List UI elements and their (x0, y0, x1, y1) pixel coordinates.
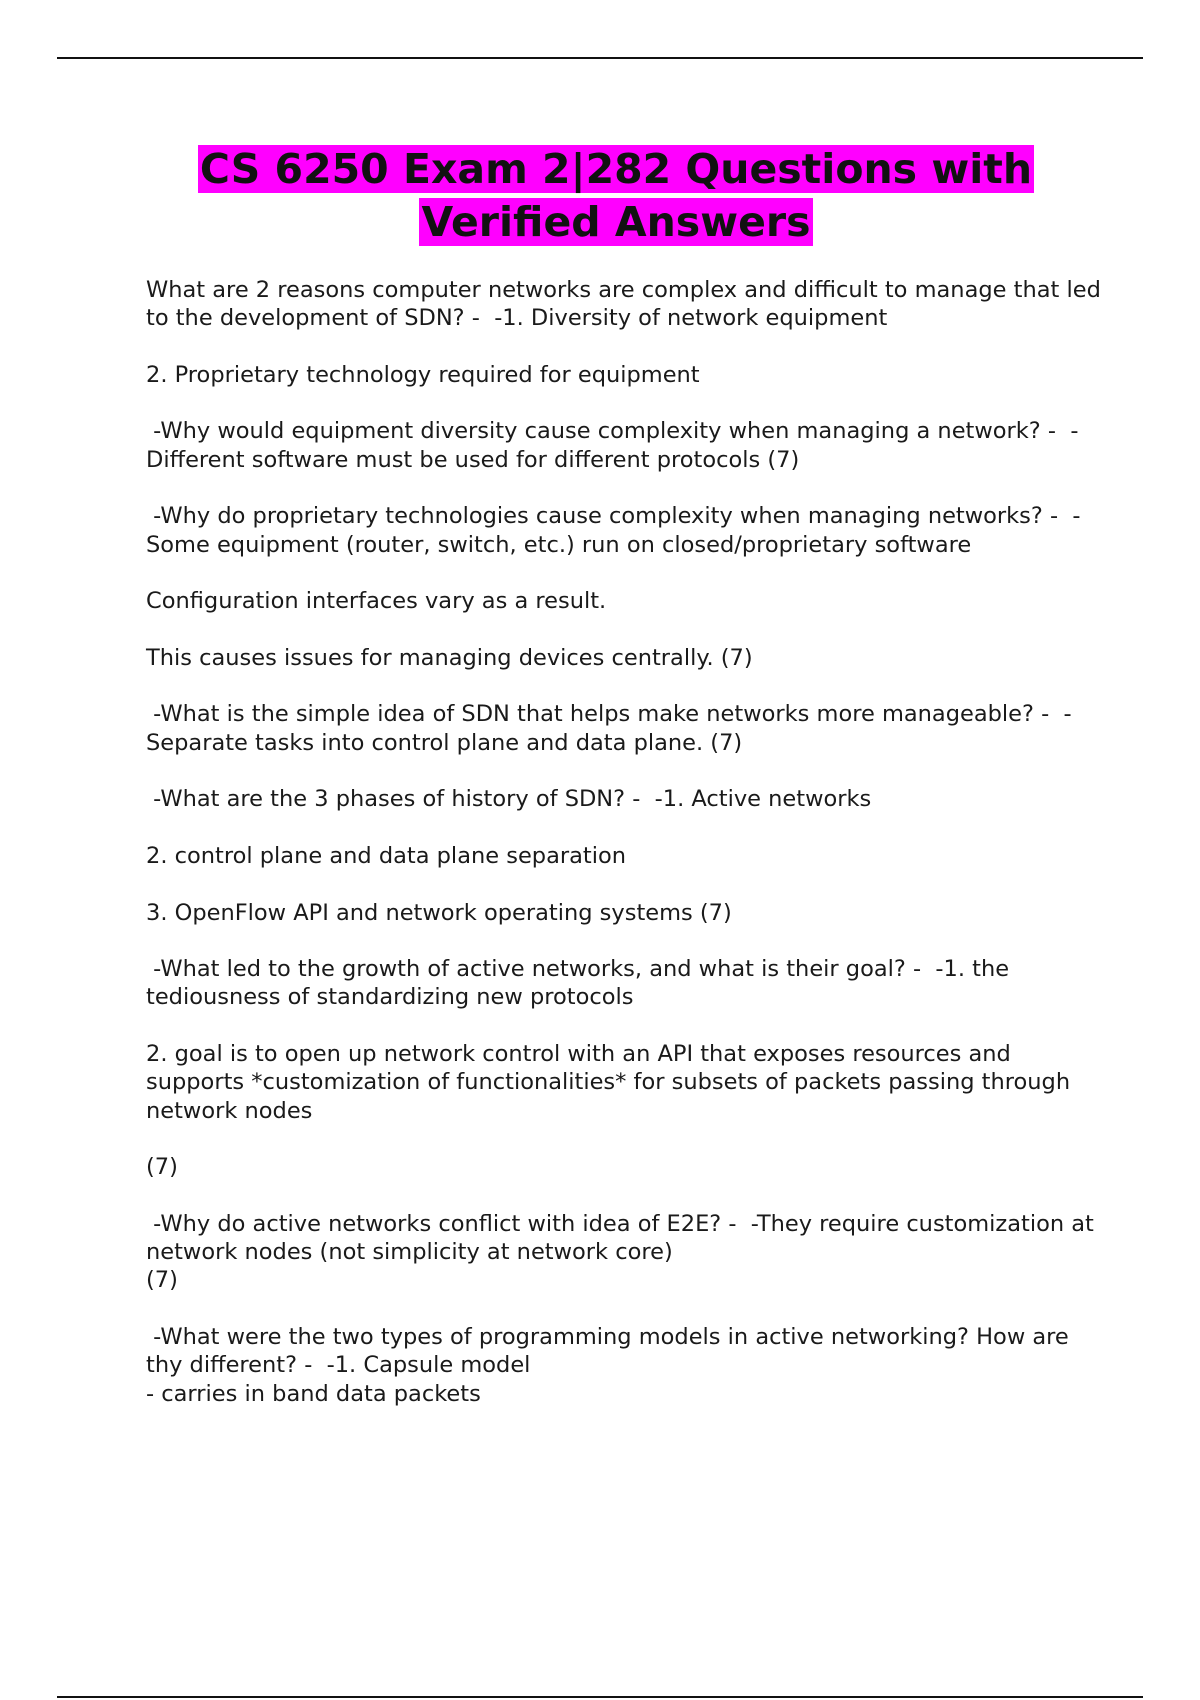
paragraph: (7) (146, 1154, 178, 1181)
paragraph: -Why would equipment diversity cause complexity when managing a network? - -Different software must be used for different protocols (7) (146, 418, 1079, 473)
paragraph: -Why do active networks conflict with idea of E2E? - -They require customization at network nodes (not simplicity at network core) (7) (146, 1210, 1094, 1294)
header-rule (57, 57, 1143, 59)
footer-rule (57, 1696, 1143, 1698)
title-line-2: Verified Answers (421, 198, 811, 246)
paragraph: This causes issues for managing devices centrally. (7) (146, 644, 753, 671)
document-body (146, 276, 1109, 1408)
paragraph: -What is the simple idea of SDN that helps make networks more manageable? - -Separate tasks into control plane and data plane. (7) (146, 701, 1072, 756)
paragraph: -What were the two types of programming models in active networking? How are thy different? - -1. Capsule model - carries in band data packets (146, 1323, 1069, 1407)
paragraph: 3. OpenFlow API and network operating systems (7) (146, 899, 732, 926)
paragraph: -What led to the growth of active networks, and what is their goal? - -1. the tediousness of standardizing new protocols (146, 956, 1017, 1011)
paragraph: Configuration interfaces vary as a result. (146, 588, 607, 615)
document-title (146, 143, 1086, 249)
title-line-1: CS 6250 Exam 2|282 Questions with (199, 145, 1033, 193)
paragraph: 2. goal is to open up network control with an API that exposes resources and supports *customization of functionalities* for subsets of packets passing through network nodes (146, 1041, 1078, 1124)
paragraph: 2. Proprietary technology required for equipment (146, 361, 700, 388)
paragraph: What are 2 reasons computer networks are complex and difficult to manage that led to the development of SDN? - -1. Diversity of network equipment (146, 277, 1109, 332)
paragraph: -What are the 3 phases of history of SDN? - -1. Active networks (146, 786, 872, 813)
paragraph: 2. control plane and data plane separation (146, 842, 627, 869)
paragraph: -Why do proprietary technologies cause complexity when managing networks? - -Some equipment (router, switch, etc.) run on closed/proprietary software (146, 503, 1081, 558)
